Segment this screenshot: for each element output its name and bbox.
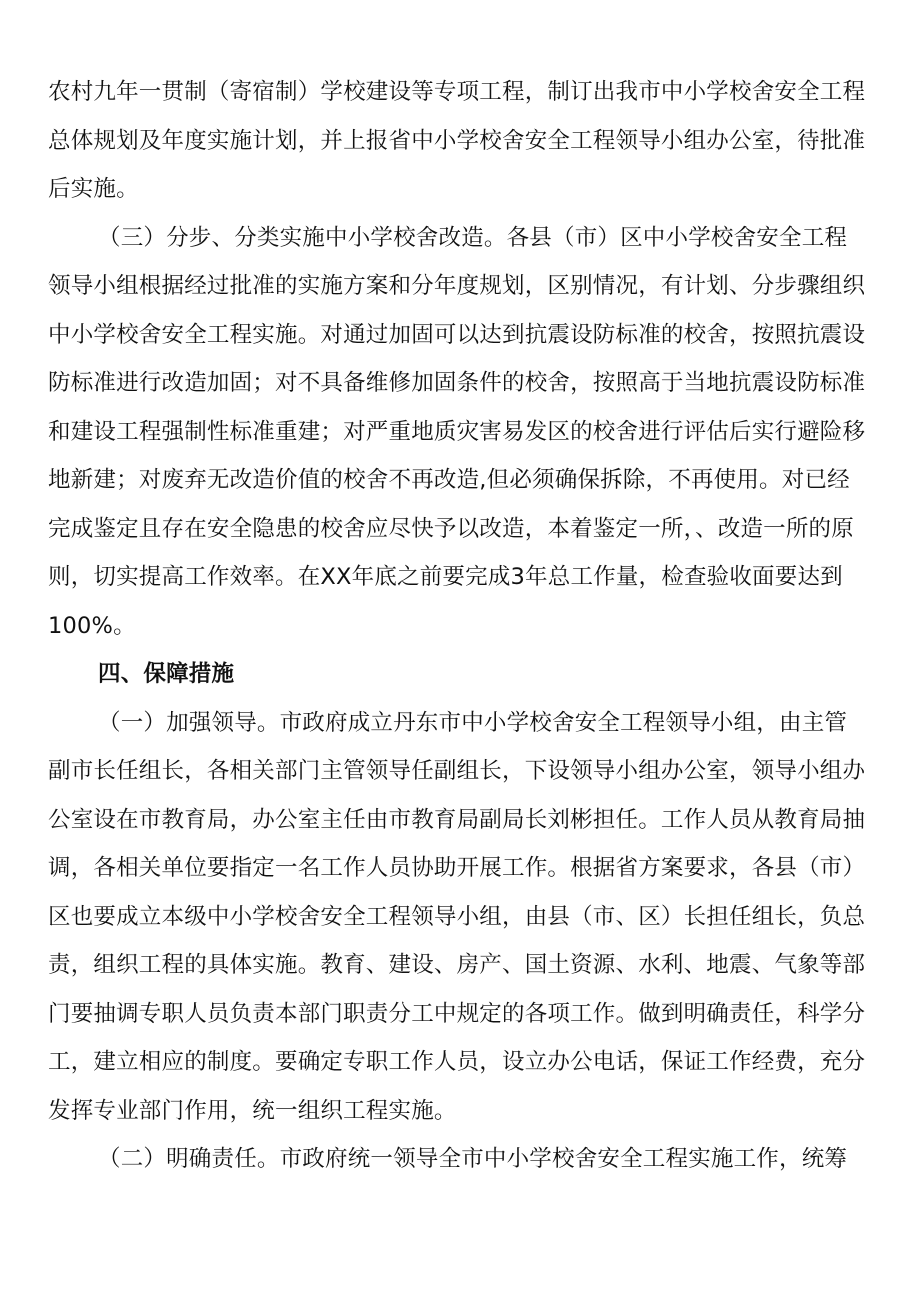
paragraph-responsibility: [48, 1135, 874, 1184]
text-line: 副市长任组长，各相关部门主管领导任副组长，下设领导小组办公室，领导小组办: [48, 758, 866, 784]
text-line: 责，组织工程的具体实施。教育、建设、房产、国土资源、水利、地震、气象等部: [48, 952, 866, 978]
text-line: 门要抽调专职人员负责本部门职责分工中规定的各项工作。做到明确责任，科学分: [48, 1000, 866, 1027]
text-line: 发挥专业部门作用，统一组织工程实施。: [48, 1097, 457, 1124]
paragraph-leadership: [48, 699, 874, 1136]
text-line: 完成鉴定且存在安全隐患的校舍应尽快予以改造，本着鉴定一所，、改造一所的原: [48, 515, 854, 542]
paragraph-planning: [48, 68, 874, 214]
text-line: 和建设工程强制性标准重建；对严重地质灾害易发区的校舍进行评估后实行避险移: [48, 418, 866, 445]
paragraph-renovation: [48, 214, 874, 651]
text-line: 公室设在市教育局，办公室主任由市教育局副局长刘彬担任。工作人员从教育局抽: [48, 806, 866, 833]
text-line: （三）分步、分类实施中小学校舍改造。各县（市）区中小学校舍安全工程: [98, 224, 848, 251]
section-heading-title: 四、保障措施: [98, 661, 235, 687]
text-line: 领导小组根据经过批准的实施方案和分年度规划，区别情况，有计划、分步骤组织: [48, 273, 866, 299]
document-page: [48, 68, 874, 1184]
text-line: 后实施。: [48, 176, 139, 202]
section-heading: [48, 650, 874, 699]
text-line: 则，切实提高工作效率。在XX年底之前要完成3年总工作量，检查验收面要达到: [48, 564, 843, 590]
text-line: 地新建；对废弃无改造价值的校舍不再改造,但必须确保拆除，不再使用。对已经: [48, 467, 850, 493]
text-line: 防标准进行改造加固；对不具备维修加固条件的校舍，按照高于当地抗震设防标准: [48, 370, 866, 396]
text-line: （二）明确责任。市政府统一领导全市中小学校舍安全工程实施工作，统筹: [98, 1146, 848, 1172]
text-line: （一）加强领导。市政府成立丹东市中小学校舍安全工程领导小组，由主管: [98, 709, 848, 736]
text-line: 农村九年一贯制（寄宿制）学校建设等专项工程，制订出我市中小学校舍安全工程: [48, 79, 866, 105]
text-line: 调，各相关单位要指定一名工作人员协助开展工作。根据省方案要求，各县（市）: [48, 855, 866, 881]
text-line: 中小学校舍安全工程实施。对通过加固可以达到抗震设防标准的校舍，按照抗震设: [48, 321, 866, 348]
text-line: 工，建立相应的制度。要确定专职工作人员，设立办公电话，保证工作经费，充分: [48, 1049, 866, 1075]
text-line: 总体规划及年度实施计划，并上报省中小学校舍安全工程领导小组办公室，待批准: [48, 127, 866, 154]
text-line: 区也要成立本级中小学校舍安全工程领导小组，由县（市、区）长担任组长，负总: [48, 903, 866, 930]
text-line: 100%。: [48, 612, 136, 639]
